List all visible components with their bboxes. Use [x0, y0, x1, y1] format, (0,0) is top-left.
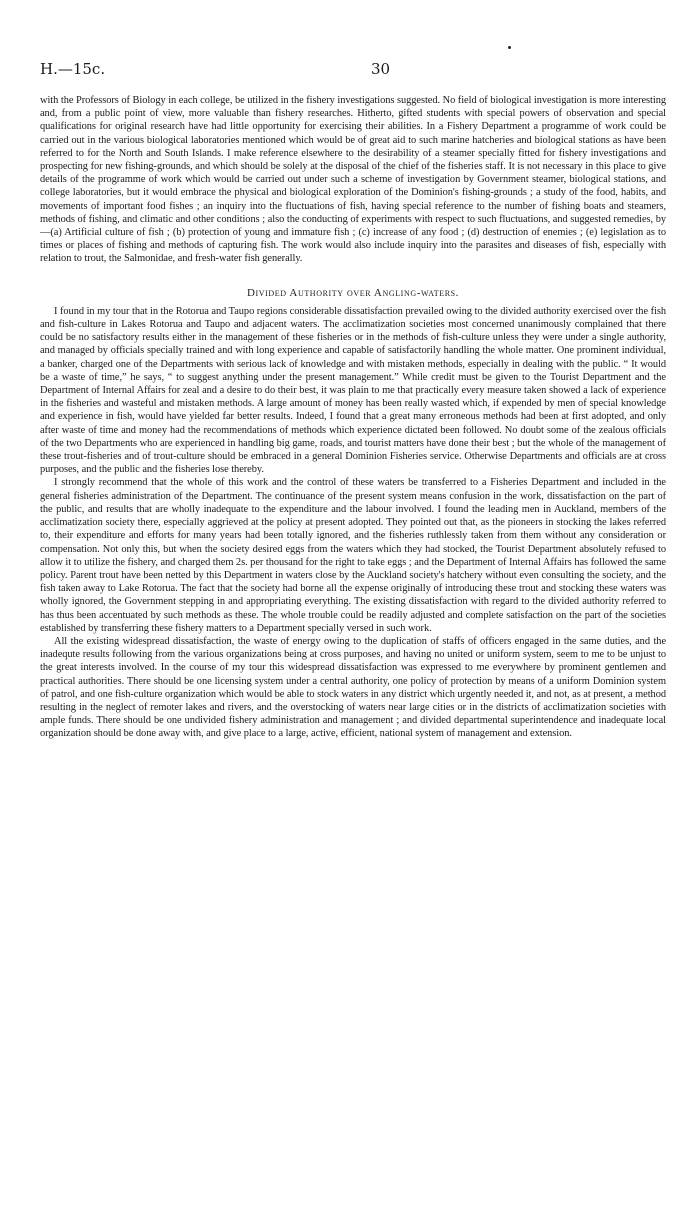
body-text — [40, 94, 666, 741]
paragraph-recommendation: I strongly recommend that the whole of this work and the control of these waters be transferred to a Fisheries Department and included in the general fisheries administration of the Department. The continuance of the present system means confusion in the work, dissatisfaction on the part of the public, and results that are wholly inadequate to the expenditure and the labour involved. I found the leading men in Auckland, members of the acclimatization society there, especially aggrieved at the policy at present adopted. They pointed out that, as the pioneers in stocking the lakes referred to, their expenditure and efforts for many years had been totally ignored, and the fisheries ruthlessly taken from them without any consideration or compensation. Not only this, but when the society desired eggs from the waters which they had stocked, the Tourist Department absolutely refused to allow it to utilize the fishery, and charged them 2s. per thousand for the right to take eggs ; and the Department of Internal Affairs has followed the same policy. Parent trout have been netted by this Department in waters close by the Auckland society's hatchery without even consulting the society, and the fish taken away to Lake Rotorua. The fact that the society had borne all the expense originally of introducing these trout and stocking these waters was wholly ignored, the Government stepping in and appropriating everything. The existing dissatisfaction with regard to the divided authority referred to has thus been accentuated by such methods as these. The whole trouble could be readily adjusted and complete satisfaction on the part of the societies established by transferring these fishery matters to a Department specially versed in such work. — [40, 477, 666, 634]
paragraph-divided-authority: I found in my tour that in the Rotorua and Taupo regions considerable dissatisfaction prevailed owing to the divided authority exercised over the fish and fish-culture in Lakes Rotorua and Taupo and adjacent waters. The acclimatization societies most concerned unanimously complained that there could be no satisfactory results either in the management of these fisheries or in the methods of fish-culture unless they were under a single authority, and managed by officials specially trained and with long experience and capable of satisfactorily handling the whole matter. One prominent individual, a banker, charged one of the Departments with serious lack of knowledge and with mistaken methods, especially in dealing with the public. “ It would be a waste of time,” he says, “ to suggest anything under the present management.” While credit must be given to the Tourist Department and the Department of Internal Affairs for zeal and a desire to do their best, it was plain to me that practically every measure taken showed a lack of experience in the fisheries and wasteful and mistaken methods. A large amount of money has been really wasted which, if expended by men of special knowledge and experience in fish, would have yielded far better results. Indeed, I found that a great many erroneous methods had been at first adopted, and only after waste of time and money had the recommendations of methods which experience dictated been followed. No doubt some of the zealous officials of the two Departments who are experienced in handling big game, roads, and tourist matters have done their best ; but the whole of the management of these trout-fisheries and of trout-culture should be embraced in a general Dominion Fisheries service. Otherwise Departments and officials are at cross purposes, and the public and the fisheries lose thereby. — [40, 305, 666, 476]
stray-dot-mark — [508, 46, 511, 49]
page-header — [40, 60, 670, 82]
paragraph-continuation: with the Professors of Biology in each college, be utilized in the fishery investigations suggested. No field of biological investigation is more interesting and, from a public point of view, more valuable than fishery researches. Hitherto, gifted students with special powers of observation and special qualifications for original research have had little opportunity for exercising their abilities. In a Fishery Department a programme of work could be carried out in the various biological laboratories mentioned which would be of great aid to such marine hatcheries and biological stations as have been referred to for the North and South Islands. I make reference elsewhere to the desirability of a steamer specially fitted for fishery investigations and prospecting for new fishing-grounds, and which should be solely at the disposal of the chief of the fisheries staff. It is not necessary in this place to give details of the programme of work which would be carried out under such a scheme of investigation by Government steamer, biological stations, and college laboratories, but it would embrace the physical and biological exploration of the Dominion's fishing-grounds ; a study of the food, habits, and movements of important food fishes ; an inquiry into the fluctuations of fish, having special reference to the number of fishing boats and steamers, methods of fishing, and climatic and other conditions ; also the conducting of experiments with respect to such fluctuations, and suggested remedies, by—(a) Artificial culture of fish ; (b) protection of young and immature fish ; (c) increase of any food ; (d) destruction of enemies ; (e) legislation as to times or places of fishing and methods of capturing fish. The work would also include inquiry into the parasites and diseases of fish, especially with relation to trout, the Salmonidae, and fresh-water fish generally. — [40, 95, 666, 265]
paragraph-widespread-dissatisfaction: All the existing widespread dissatisfaction, the waste of energy owing to the duplication of staffs of officers engaged in the same duties, and the inadequte results following from the various organizations being at cross purposes, and having no united or uniform system, seem to me to be unjust to the great interests involved. In the course of my tour this widespread dissatisfaction was expressed to me everywhere by prominent gentlemen and practical authorities. There should be one licensing system under a central authority, one policy of protection by means of a uniform Dominion system of patrol, and one fish-culture organization which would be able to stock waters in any district which urgently needed it, and not, as at present, a method resulting in the neglect of remoter lakes and rivers, and the overstocking of waters near large cities or in the districts of acclimatization societies with ample funds. There should be one undivided fishery administration and management ; and divided departmental superintendence and inadequate local organization should be done away with, and give place to a large, active, efficient, national system of management and extension. — [40, 635, 666, 740]
page-number: 30 — [371, 60, 391, 78]
section-heading: Divided Authority over Angling-waters. — [246, 286, 460, 299]
document-reference: H.—15c. — [40, 60, 106, 78]
